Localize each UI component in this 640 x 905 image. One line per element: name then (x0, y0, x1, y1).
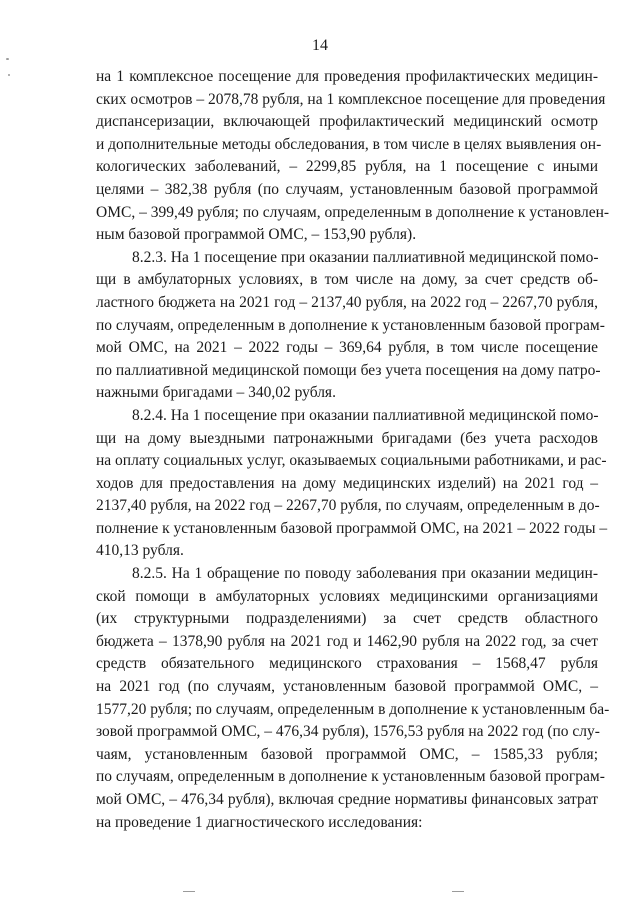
paragraph-8-2-5 (96, 563, 610, 834)
paragraph-continuation (96, 66, 610, 247)
body-text (96, 66, 610, 834)
text-line: на 1 комплексное посещение для проведения профилактических медицин- (96, 68, 598, 85)
text-line: кологических заболеваний, – 2299,85 рубля, на 1 посещение с иными (96, 158, 598, 176)
text-line: средств обязательного медицинского страхования – 1568,47 рубля (96, 655, 598, 673)
text-line: мой ОМС, – 476,34 рубля), включая средние нормативы финансовых затрат (96, 791, 598, 808)
text-line: зовой программой ОМС, – 476,34 рубля), 1576,53 рубля на 2022 год (по слу- (96, 723, 600, 741)
text-line: целями – 382,38 рубля (по случаям, установленным базовой программой (96, 180, 598, 198)
page-number: 14 (312, 37, 328, 54)
text-line: 1577,20 рубля; по случаям, определенным в дополнение к установленным ба- (96, 700, 610, 718)
scan-speck (6, 58, 9, 60)
text-line: по паллиативной медицинской помощи без учета посещения на дому патро- (96, 361, 601, 379)
scan-speck (183, 891, 195, 892)
text-line: полнение к установленным базовой программой ОМС, на 2021 – 2022 годы – (96, 519, 608, 537)
text-line: 2137,40 рубля, на 2022 год – 2267,70 рубля, по случаям, определенным в до- (96, 497, 600, 515)
text-line: по случаям, определенным в дополнение к установленным базовой програм- (96, 768, 605, 786)
scan-speck (452, 891, 464, 892)
text-line: ОМС, – 399,49 рубля; по случаям, определенным в дополнение к установлен- (96, 203, 610, 221)
text-line: бюджета – 1378,90 рубля на 2021 год и 1462,90 рубля на 2022 год, за счет (96, 632, 598, 650)
text-line: ской помощи в амбулаторных условиях медицинскими организациями (96, 587, 598, 605)
text-line: щи на дому выездными патронажными бригадами (без учета расходов (96, 429, 598, 447)
paragraph-8-2-4 (96, 405, 608, 563)
text-line: 8.2.4. На 1 посещение при оказании паллиативной медицинской помо- (132, 406, 599, 424)
text-line: нажными бригадами – 340,02 рубля. (96, 384, 336, 402)
text-line: мой ОМС, на 2021 – 2022 годы – 369,64 рубля, в том числе посещение (96, 339, 598, 357)
text-line: на проведение 1 диагностического исследования: (96, 813, 423, 831)
text-line: 8.2.5. На 1 обращение по поводу заболевания при оказании медицин- (132, 565, 598, 583)
text-line: 410,13 рубля. (96, 542, 184, 560)
text-line: на 2021 год (по случаям, установленным базовой программой ОМС, – (96, 678, 598, 696)
text-line: диспансеризации, включающей профилактический медицинский осмотр (96, 113, 598, 131)
text-line: ских осмотров – 2078,78 рубля, на 1 комплексное посещение для проведения (96, 90, 606, 108)
text-line: по случаям, определенным в дополнение к установленным базовой програм- (96, 316, 605, 334)
paragraph-8-2-3 (96, 247, 605, 405)
text-line: (их структурными подразделениями) за счет средств областного (96, 610, 598, 628)
text-line: ходов для предоставления на дому медицинских изделий) на 2021 год – (96, 474, 598, 492)
text-line: на оплату социальных услуг, оказываемых социальными работниками, и рас- (96, 452, 607, 470)
text-line: ластного бюджета на 2021 год – 2137,40 рубля, на 2022 год – 2267,70 рубля, (96, 293, 598, 311)
scan-speck (8, 74, 10, 76)
text-line: ным базовой программой ОМС, – 153,90 рубля). (96, 226, 417, 244)
text-line: щи в амбулаторных условиях, в том числе на дому, за счет средств об- (96, 271, 598, 289)
text-line: 8.2.3. На 1 посещение при оказании паллиативной медицинской помо- (132, 248, 599, 266)
text-line: и дополнительные методы обследования, в том числе в целях выявления он- (96, 135, 602, 153)
text-line: чаям, установленным базовой программой ОМС, – 1585,33 рубля; (96, 745, 598, 763)
